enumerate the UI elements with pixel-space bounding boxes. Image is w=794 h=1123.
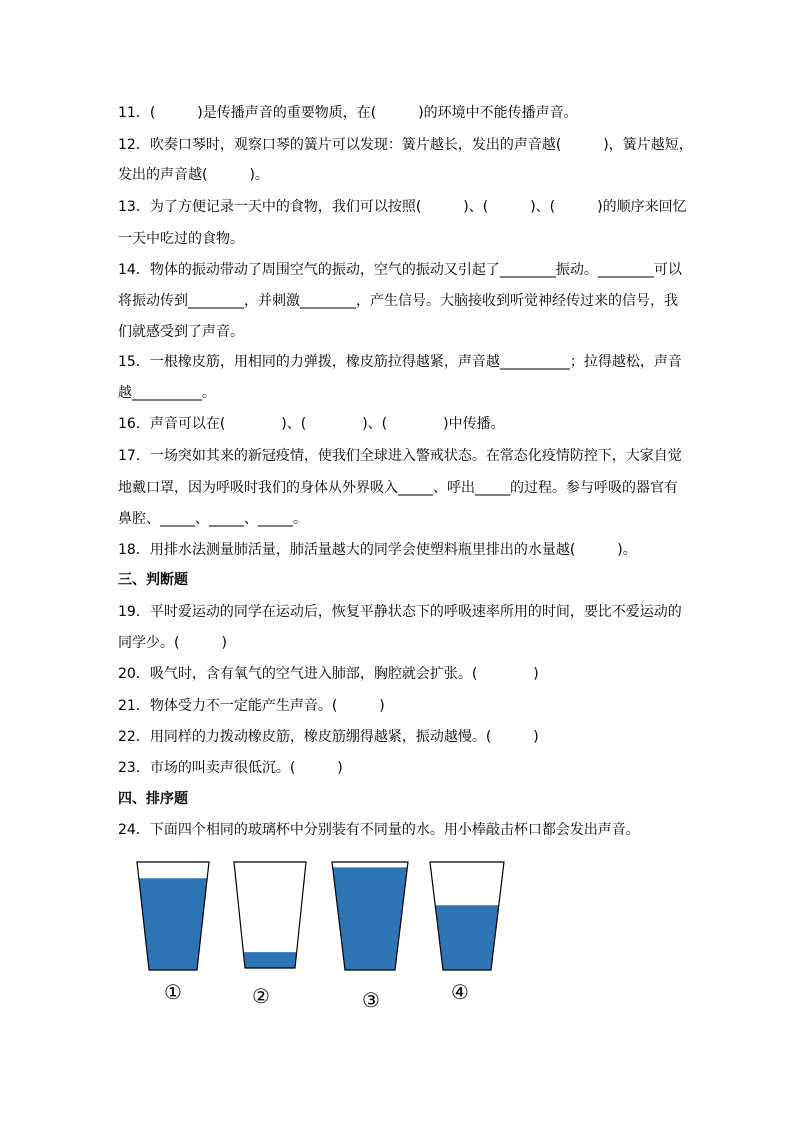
q15-line2: 越__________。 bbox=[118, 385, 216, 401]
q12-line1: 12．吹奏口琴时，观察口琴的簧片可以发现：簧片越长，发出的声音越( )，簧片越短， bbox=[118, 137, 693, 153]
cup-water-4 bbox=[435, 905, 499, 970]
q17-line1: 17．一场突如其来的新冠疫情，使我们全球进入警戒状态。在常态化疫情防控下，大家自觉 bbox=[118, 448, 682, 464]
q16: 16．声音可以在( )、( )、( )中传播。 bbox=[118, 416, 505, 432]
q13-line2: 一天中吃过的食物。 bbox=[118, 231, 244, 247]
section3-heading: 三、判断题 bbox=[118, 572, 188, 588]
q20: 20．吸气时，含有氧气的空气进入肺部，胸腔就会扩张。( ) bbox=[118, 666, 539, 682]
cup-water-3 bbox=[333, 867, 408, 970]
q24: 24．下面四个相同的玻璃杯中分别装有不同量的水。用小棒敲击杯口都会发出声音。 bbox=[118, 822, 640, 838]
q14-line1: 14．物体的振动带动了周围空气的振动，空气的振动又引起了________振动。________可以 bbox=[118, 262, 682, 278]
q19-line2: 同学少。( ) bbox=[118, 635, 227, 651]
q15-line1: 15．一根橡皮筋，用相同的力弹拨，橡皮筋拉得越紧，声音越__________；拉得越松，声音 bbox=[118, 354, 682, 370]
q14-line2: 将振动传到________，并刺激________，产生信号。大脑接收到听觉神经传过来的信号，我 bbox=[118, 293, 678, 309]
cup-label-4: ④ bbox=[451, 980, 469, 1004]
q14-line3: 们就感受到了声音。 bbox=[118, 324, 244, 340]
q21: 21．物体受力不一定能产生声音。( ) bbox=[118, 698, 385, 714]
cup-label-2: ② bbox=[252, 984, 270, 1008]
q22: 22．用同样的力拨动橡皮筋，橡皮筋绷得越紧，振动越慢。( ) bbox=[118, 729, 539, 745]
q17-line2: 地戴口罩，因为呼吸时我们的身体从外界吸入_____、呼出_____的过程。参与呼吸的器官有 bbox=[118, 480, 678, 496]
q11: 11．( )是传播声音的重要物质，在( )的环境中不能传播声音。 bbox=[118, 105, 578, 121]
q17-line3: 鼻腔、_____、_____、_____。 bbox=[118, 511, 307, 527]
q19-line1: 19．平时爱运动的同学在运动后，恢复平静状态下的呼吸速率所用的时间，要比不爱运动的 bbox=[118, 604, 682, 620]
section4-heading: 四、排序题 bbox=[118, 791, 188, 807]
cup-water-2 bbox=[243, 952, 296, 968]
cup-water-1 bbox=[139, 878, 207, 970]
cup-label-1: ① bbox=[164, 980, 182, 1004]
q12-line2: 发出的声音越( )。 bbox=[118, 167, 269, 183]
q13-line1: 13．为了方便记录一天中的食物，我们可以按照( )、( )、( )的顺序来回忆 bbox=[118, 199, 687, 215]
q18: 18．用排水法测量肺活量，肺活量越大的同学会使塑料瓶里排出的水量越( )。 bbox=[118, 542, 637, 558]
cup-label-3: ③ bbox=[362, 988, 380, 1012]
q23: 23．市场的叫卖声很低沉。( ) bbox=[118, 760, 343, 776]
